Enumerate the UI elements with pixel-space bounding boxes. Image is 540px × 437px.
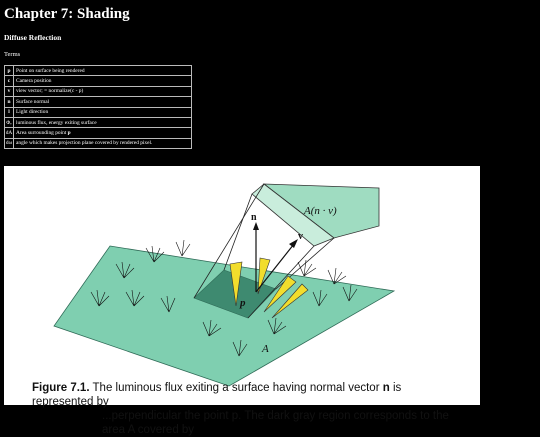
term-description-text: angle which makes projection plane covered by rendered pixel. (16, 140, 153, 147)
term-description (14, 66, 192, 76)
term-symbol: dA (5, 128, 14, 138)
term-description (14, 128, 192, 138)
term-symbol: l (5, 107, 14, 117)
section-title: Diffuse Reflection (4, 33, 62, 42)
normal-vector-arrowhead (253, 222, 259, 230)
area-label: A (262, 343, 269, 355)
term-description-text: view vector; = normalize(c - p) (16, 88, 84, 95)
term-symbol: dω (5, 138, 14, 148)
view-vector-arrowhead (289, 239, 298, 248)
terms-label: Terms (4, 51, 21, 58)
terms-row (5, 97, 192, 107)
term-symbol: c (5, 76, 14, 86)
term-description (14, 76, 192, 86)
diffuse-reflection-diagram (4, 166, 480, 405)
terms-row (5, 76, 192, 86)
terms-row (5, 117, 192, 127)
page-title: Chapter 7: Shading (4, 6, 130, 22)
term-description (14, 86, 192, 96)
caption-label: Figure 7.1. (32, 382, 90, 394)
term-symbol: n (5, 97, 14, 107)
term-description (14, 138, 192, 148)
terms-row (5, 128, 192, 138)
term-description-text: Point on surface being rendered (16, 67, 85, 74)
term-description (14, 117, 192, 127)
terms-row (5, 138, 192, 148)
terms-row (5, 66, 192, 76)
term-symbol: p (5, 66, 14, 76)
term-description (14, 107, 192, 117)
figure-caption (32, 381, 462, 437)
term-description-text: Light direction (16, 109, 49, 116)
surface-plane (54, 246, 394, 386)
term-description-text: luminous flux, energy exiting surface (16, 119, 97, 126)
term-description-text: Surface normal (16, 98, 50, 105)
caption-bold-n: n (382, 382, 390, 394)
caption-line-2: ...perpendicular the point p. The dark gray region corresponds to the area A covered by (102, 410, 449, 436)
caption-text-a: The luminous flux exiting a surface having normal vector (89, 382, 383, 394)
term-symbol: Φᵥ (5, 117, 14, 127)
view-label: v (298, 231, 303, 242)
term-description-bold: p (67, 130, 71, 137)
term-description-text: Area surrounding point (16, 130, 68, 137)
projected-area-label: A(n · v) (304, 205, 337, 217)
caption-text-b: is represented by (32, 382, 402, 408)
slab-edge (224, 194, 252, 270)
point-label: p (240, 297, 246, 309)
terms-table (4, 65, 192, 149)
normal-label: n (251, 212, 257, 223)
terms-row (5, 86, 192, 96)
terms-row (5, 107, 192, 117)
term-symbol: v (5, 86, 14, 96)
term-description (14, 97, 192, 107)
figure-panel (4, 166, 480, 436)
term-description-text: Camera position (16, 78, 52, 85)
